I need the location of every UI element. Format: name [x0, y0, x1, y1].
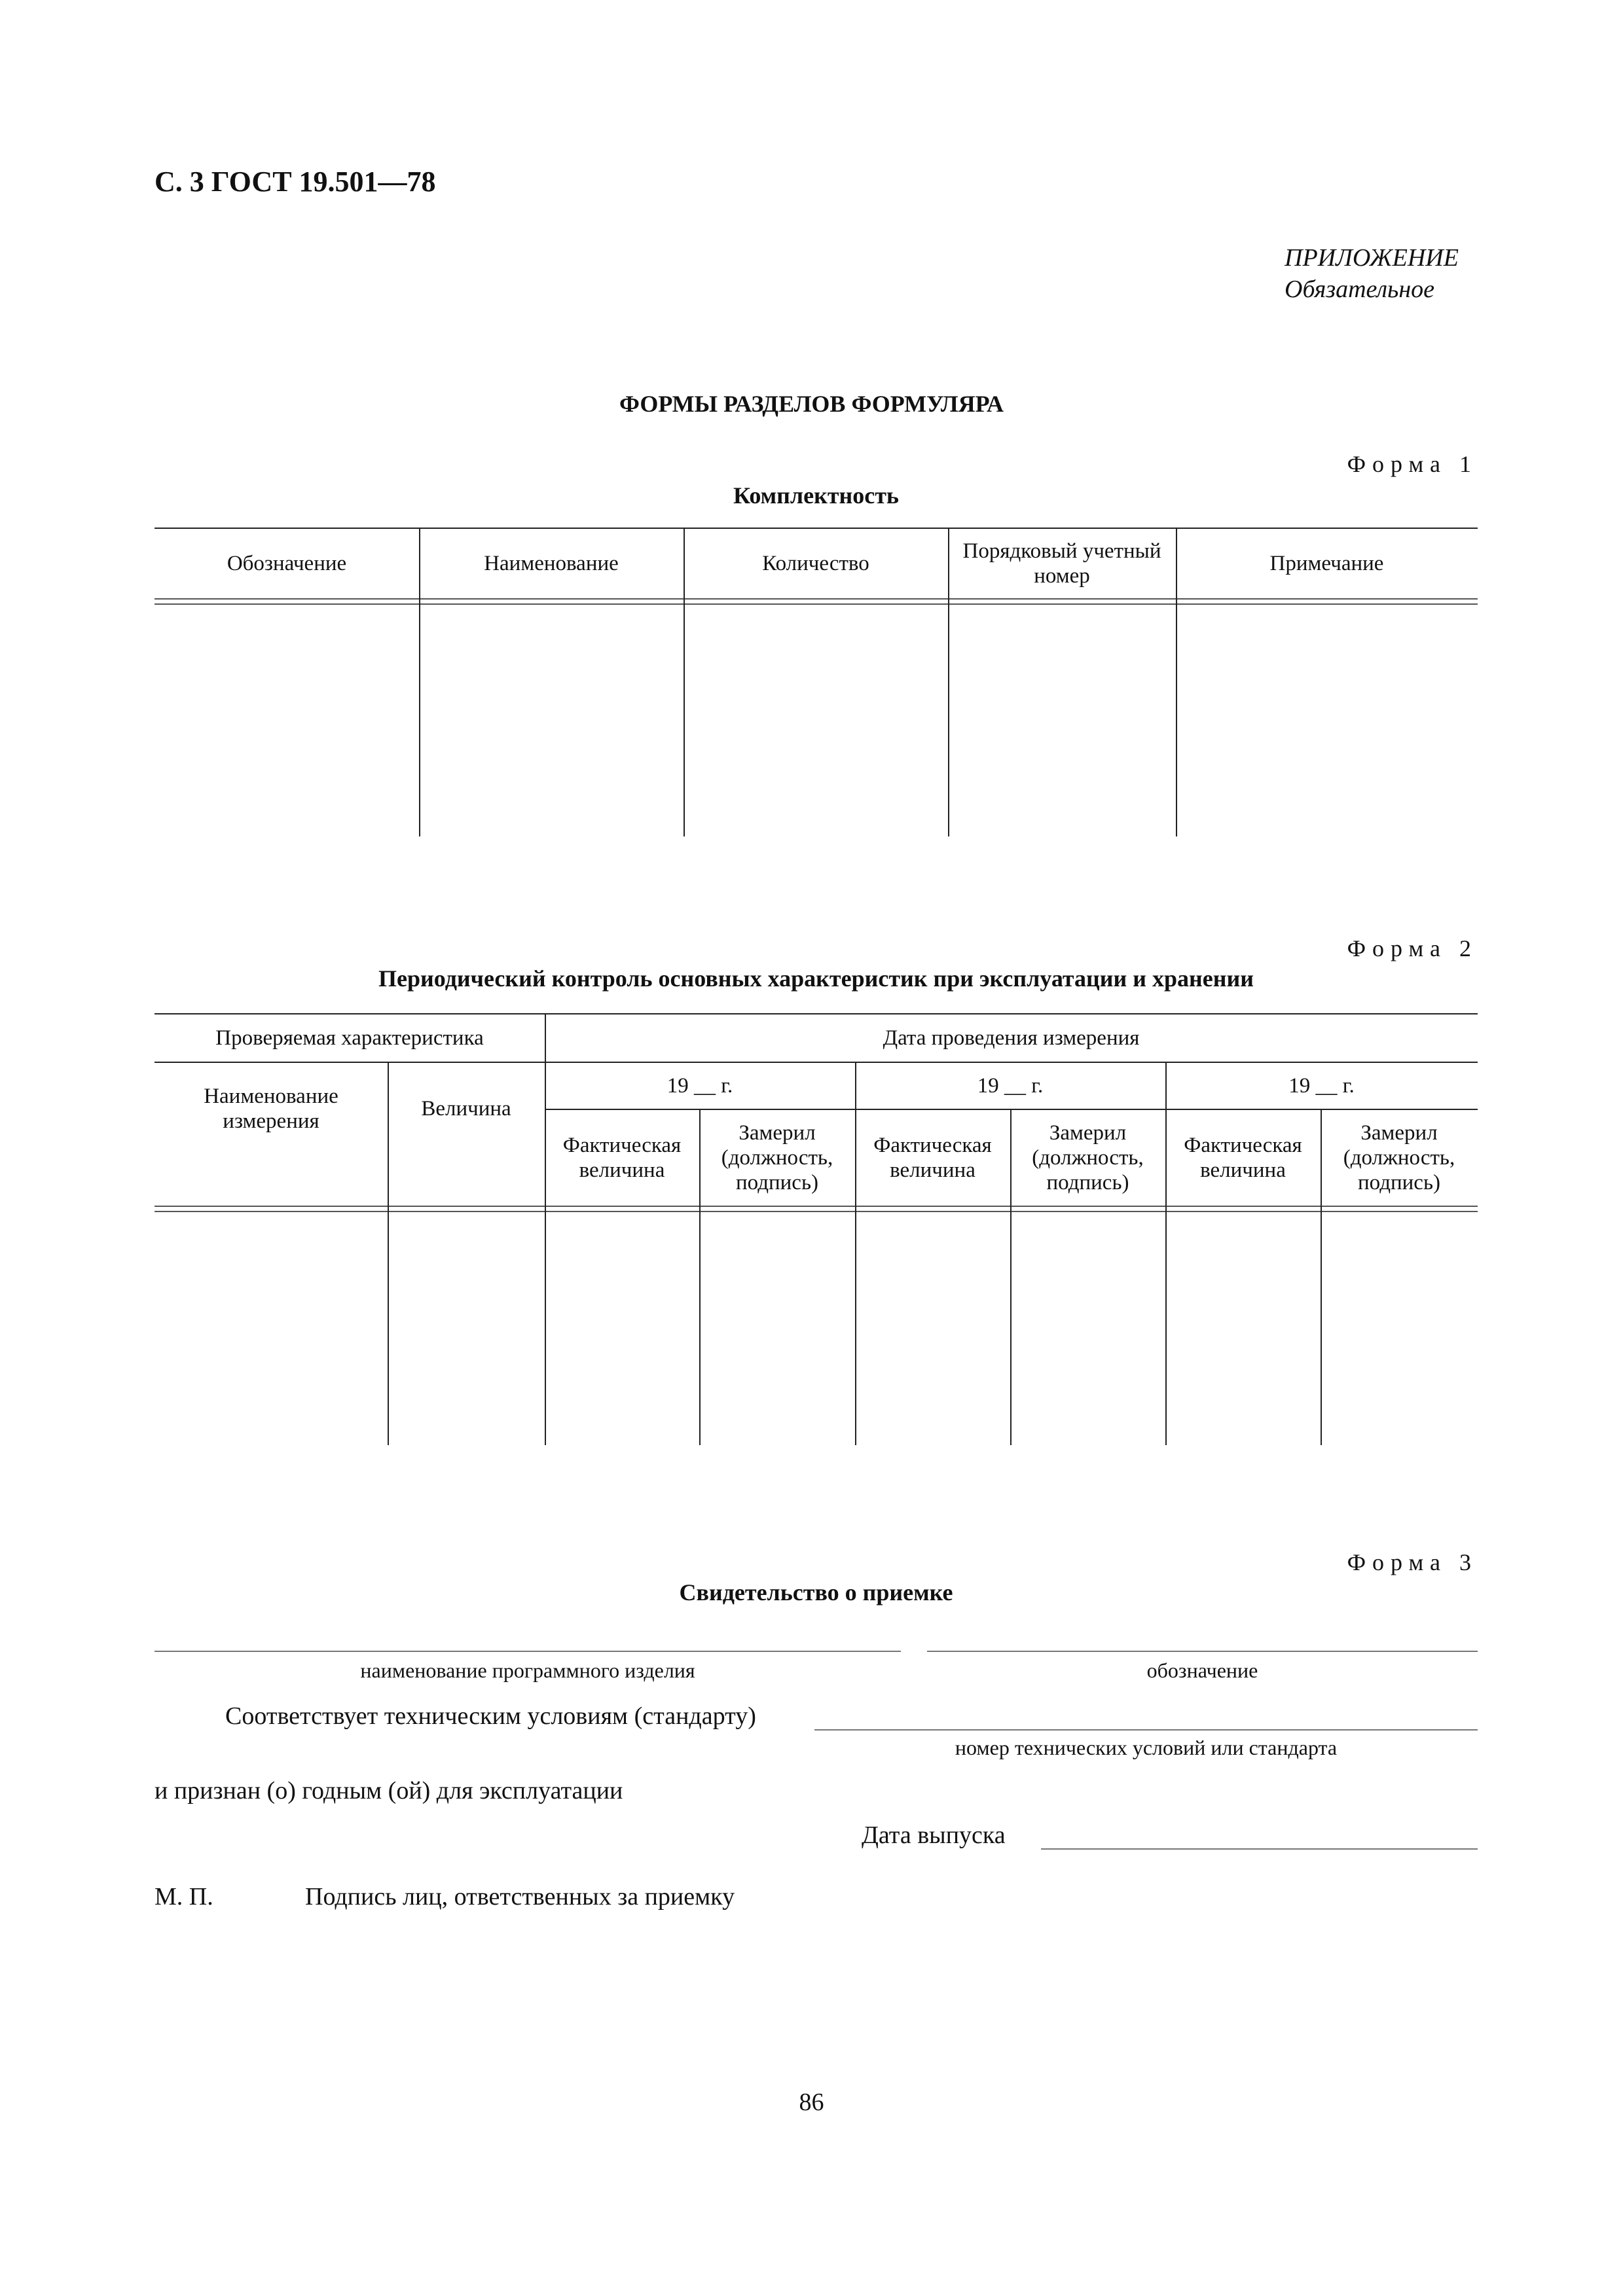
designation-line[interactable] — [927, 1651, 1478, 1652]
column-header: Количество — [762, 552, 869, 575]
header-separator — [155, 1206, 1478, 1212]
column-header-measured: Замерил (должность, подпись) — [1343, 1121, 1455, 1194]
caption-product: наименование программного изделия — [360, 1659, 695, 1682]
form2-label: Форма 2 — [1347, 935, 1478, 961]
form2-title: Периодический контроль основных характеристик при эксплуатации и хранении — [378, 965, 1254, 992]
group-header-date: Дата проведения измерения — [883, 1026, 1140, 1050]
appendix-block — [1285, 242, 1459, 305]
tu-number-line[interactable] — [814, 1729, 1478, 1731]
group-header-checked: Проверяемая характеристика — [215, 1026, 484, 1050]
year-header: 19 __ г. — [1288, 1074, 1355, 1098]
form3-title: Свидетельство о приемке — [679, 1579, 953, 1605]
column-header: Обозначение — [227, 552, 347, 575]
appendix-title: ПРИЛОЖЕНИЕ — [1285, 244, 1459, 272]
column-header: Примечание — [1269, 552, 1384, 575]
column-header: Порядковый учетный номер — [962, 539, 1161, 588]
column-header-measured: Замерил (должность, подпись) — [1032, 1121, 1144, 1194]
column-header-measured: Замерил (должность, подпись) — [721, 1121, 833, 1194]
column-header-name: Наименование измерения — [204, 1085, 338, 1133]
year-header: 19 __ г. — [977, 1074, 1044, 1098]
column-header-actual: Фактическая величина — [1184, 1134, 1302, 1182]
column-header-value: Величина — [421, 1097, 511, 1121]
caption-designation: обозначение — [1146, 1659, 1258, 1682]
release-date-label: Дата выпуска — [862, 1821, 1006, 1849]
document-header: С. 3 ГОСТ 19.501—78 — [155, 166, 436, 198]
recognized-text: и признан (о) годным (ой) для эксплуатации — [155, 1777, 623, 1804]
release-date-line[interactable] — [1041, 1848, 1478, 1850]
main-title: ФОРМЫ РАЗДЕЛОВ ФОРМУЛЯРА — [619, 391, 1004, 417]
header-separator — [155, 598, 1478, 605]
stamp-label: М. П. — [155, 1883, 213, 1910]
column-header: Наименование — [484, 552, 619, 575]
form1-label: Форма 1 — [1347, 451, 1478, 477]
column-header-actual: Фактическая величина — [562, 1134, 682, 1182]
form1-title: Комплектность — [733, 482, 899, 509]
column-header-actual: Фактическая величина — [873, 1134, 992, 1182]
column-divider — [948, 528, 949, 836]
appendix-subtitle: Обязательное — [1285, 276, 1435, 303]
page-number: 86 — [799, 2089, 824, 2116]
product-name-line[interactable] — [155, 1651, 901, 1652]
caption-tu: номер технических условий или стандарта — [955, 1736, 1338, 1759]
complies-text: Соответствует техническим условиям (стандарту) — [225, 1702, 756, 1730]
year-header: 19 __ г. — [666, 1074, 733, 1098]
form3-label: Форма 3 — [1347, 1549, 1478, 1575]
signature-label: Подпись лиц, ответственных за приемку — [305, 1883, 735, 1910]
